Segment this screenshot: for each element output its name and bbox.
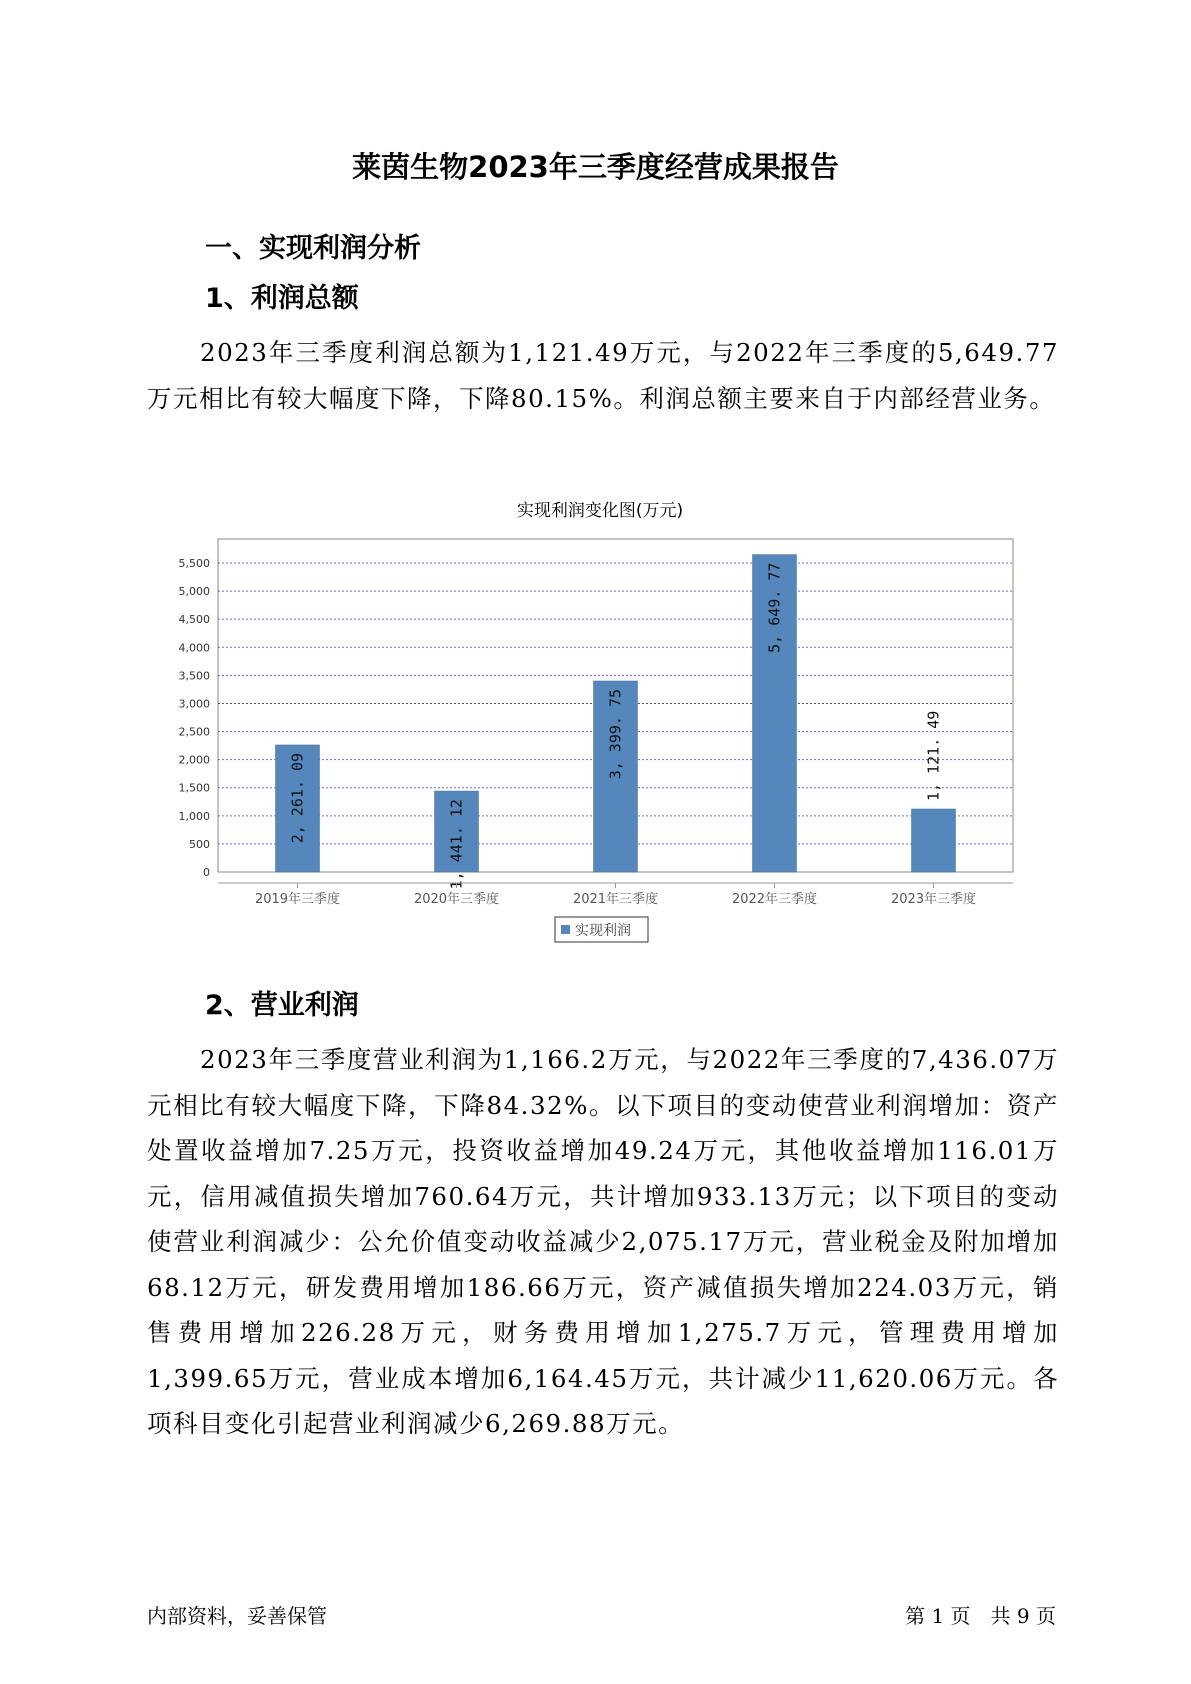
y-tick-label: 500 <box>189 837 210 851</box>
data-label: 3, 399. 75 <box>606 688 625 780</box>
y-tick-label: 4,000 <box>178 641 210 655</box>
legend-swatch <box>561 925 570 934</box>
subsection-heading-2: 2、营业利润 <box>205 990 359 1021</box>
y-tick-label: 1,500 <box>178 781 210 795</box>
chart-title: 实现利润变化图(万元) <box>516 501 684 521</box>
y-tick-label: 4,500 <box>178 613 210 627</box>
y-tick-label: 5,000 <box>178 585 210 599</box>
section-heading: 一、实现利润分析 <box>205 233 421 264</box>
y-tick-label: 5,500 <box>178 557 210 570</box>
y-tick-label: 2,000 <box>178 753 210 767</box>
x-tick-label: 2021年三季度 <box>572 892 659 907</box>
report-title: 莱茵生物2023年三季度经营成果报告 <box>352 150 839 184</box>
paragraph-total-profit: 2023年三季度利润总额为1,121.49万元，与2022年三季度的5,649.77万元相比有较大幅度下降，下降80.15%。利润总额主要来自于内部经营业务。 <box>147 338 1059 413</box>
subsection-heading: 1、利润总额 <box>205 283 359 314</box>
data-label: 2, 261. 09 <box>288 752 307 844</box>
data-label: 1, 121. 49 <box>924 710 943 801</box>
y-tick-label: 1,000 <box>178 809 210 823</box>
x-tick-label: 2019年三季度 <box>254 892 341 907</box>
data-label: 1, 441. 12 <box>447 799 466 890</box>
data-label: 5, 649. 77 <box>765 562 784 653</box>
legend <box>555 917 648 942</box>
x-tick-label: 2022年三季度 <box>731 892 818 907</box>
legend-label: 实现利润 <box>575 923 631 939</box>
paragraph-operating-profit: 2023年三季度营业利润为1,166.2万元，与2022年三季度的7,436.07万元相比有较大幅度下降，下降84.32%。以下项目的变动使营业利润增加：资产处置收益增加7.25万元，投资收益增加49.24万元，其他收益增加116.01万元，信用减值损失增加760.64万元，共计增加933.13万元；以下项目的变动使营业利润减少：公允价值变动收益减少2,075.17万元，营业税金及附加增加68.12万元，研发费用增加186.66万元，资产减值损失增加224.03万元，销售费用增加226.28万元，财务费用增加1,275.7万元，管理费用增加1,399.65万元，营业成本增加6,164.45万元，共计减少11,620.06万元。各项科目变化引起营业利润减少6,269.88万元。 <box>147 1045 1059 1438</box>
bar <box>912 809 956 872</box>
footer-confidential: 内部资料，妥善保管 <box>147 1604 327 1628</box>
y-tick-label: 0 <box>203 866 210 879</box>
x-tick-label: 2023年三季度 <box>890 892 977 907</box>
y-tick-label: 3,500 <box>178 669 210 683</box>
y-tick-label: 3,000 <box>178 697 210 711</box>
footer-page-number: 第 1 页 共 9 页 <box>905 1604 1056 1628</box>
x-tick-label: 2020年三季度 <box>413 892 500 907</box>
y-tick-label: 2,500 <box>178 725 210 739</box>
